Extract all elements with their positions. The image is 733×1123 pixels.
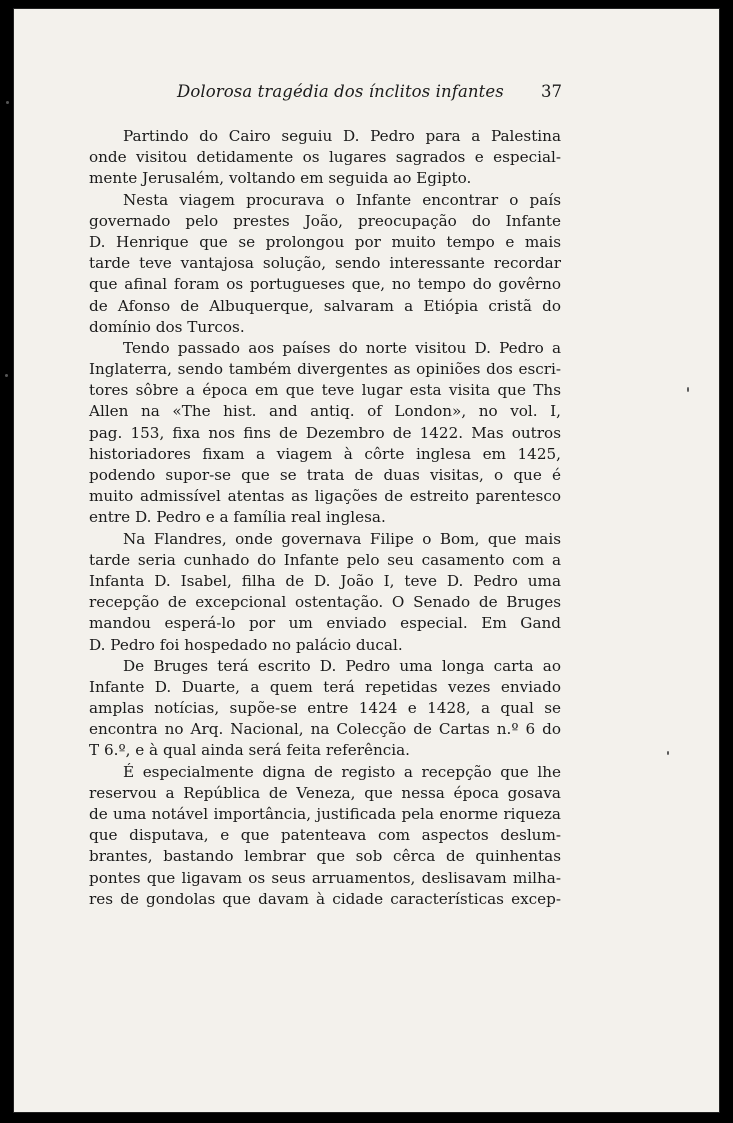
text-line: tarde seria cunhado do Infante pelo seu casamento com a [89,550,561,569]
text-line: pag. 153, fixa nos fins de Dezembro de 1422. Mas outros [89,423,561,442]
text-line: de Afonso de Albuquerque, salvaram a Etiópia cristã do [89,296,561,315]
text-line: Na Flandres, onde governava Filipe o Bom, que mais [123,529,561,548]
text-line: tores sôbre a época em que teve lugar esta visita que Ths [89,381,561,400]
page-number: 37 [541,82,562,101]
print-speck [667,751,669,755]
text-line: historiadores fixam a viagem à côrte inglesa em 1425, [89,444,561,463]
text-line: Tendo passado aos países do norte visitou D. Pedro a [123,338,561,357]
print-speck [5,374,8,377]
text-line: que afinal foram os portugueses que, no tempo do govêrno [89,275,561,294]
text-line: tarde teve vantajosa solução, sendo interessante recordar [89,254,561,273]
text-line: de uma notável importância, justificada pela enorme riqueza [89,805,561,823]
text-line: Partindo do Cairo seguiu D. Pedro para a Palestina [123,127,561,145]
text-line: onde visitou detidamente os lugares sagrados e especial- [89,148,561,167]
text-line: mandou esperá-lo por um enviado especial. Em Gand [89,614,561,633]
text-line: Infante D. Duarte, a quem terá repetidas vezes enviado [89,677,561,696]
text-line: Allen na «The hist. and antiq. of London», no vol. I, [89,402,561,421]
paragraph [89,338,561,529]
text-line: brantes, bastando lembrar que sob cêrca de quinhentas [89,847,561,866]
text-line: mente Jerusalém, voltando em seguida ao Egipto. [89,169,472,188]
text-line: Nesta viagem procurava o Infante encontrar o país [123,190,561,209]
body-text [89,126,561,910]
text-line: Inglaterra, sendo também divergentes as opiniões dos escri- [89,360,561,379]
text-line: D. Pedro foi hospedado no palácio ducal. [89,635,403,654]
paragraph [89,190,561,338]
text-line: recepção de excepcional ostentação. O Senado de Bruges [89,593,561,612]
running-head [14,82,721,108]
print-speck [6,101,9,104]
text-line: pontes que ligavam os seus arruamentos, deslisavam milha- [89,868,561,887]
print-speck [687,387,689,392]
text-line: Infanta D. Isabel, filha de D. João I, teve D. Pedro uma [89,571,561,590]
paragraph [89,762,561,910]
paragraph [89,656,561,762]
paragraph [89,126,561,190]
text-line: É especialmente digna de registo a recepção que lhe [123,762,561,781]
book-page [13,8,720,1113]
text-line: De Bruges terá escrito D. Pedro uma longa carta ao [123,656,561,675]
text-line: governado pelo prestes João, preocupação do Infante [89,211,561,230]
text-line: D. Henrique que se prolongou por muito tempo e mais [89,232,561,251]
running-title: Dolorosa tragédia dos ínclitos infantes [177,82,504,101]
text-line: domínio dos Turcos. [89,317,245,336]
text-line: que disputava, e que patenteava com aspectos deslum- [89,826,561,845]
text-line: T 6.º, e à qual ainda será feita referência. [89,741,410,760]
text-line: amplas notícias, supõe-se entre 1424 e 1428, a qual se [89,699,561,718]
text-line: entre D. Pedro e a família real inglesa. [89,508,386,527]
text-line: muito admissível atentas as ligações de estreito parentesco [89,487,561,506]
text-line: reservou a República de Veneza, que nessa época gosava [89,783,561,802]
paragraph [89,529,561,656]
text-line: encontra no Arq. Nacional, na Colecção de Cartas n.º 6 do [89,720,561,739]
text-line: res de gondolas que davam à cidade características excep- [89,889,561,908]
text-line: podendo supor-se que se trata de duas visitas, o que é [89,466,561,484]
